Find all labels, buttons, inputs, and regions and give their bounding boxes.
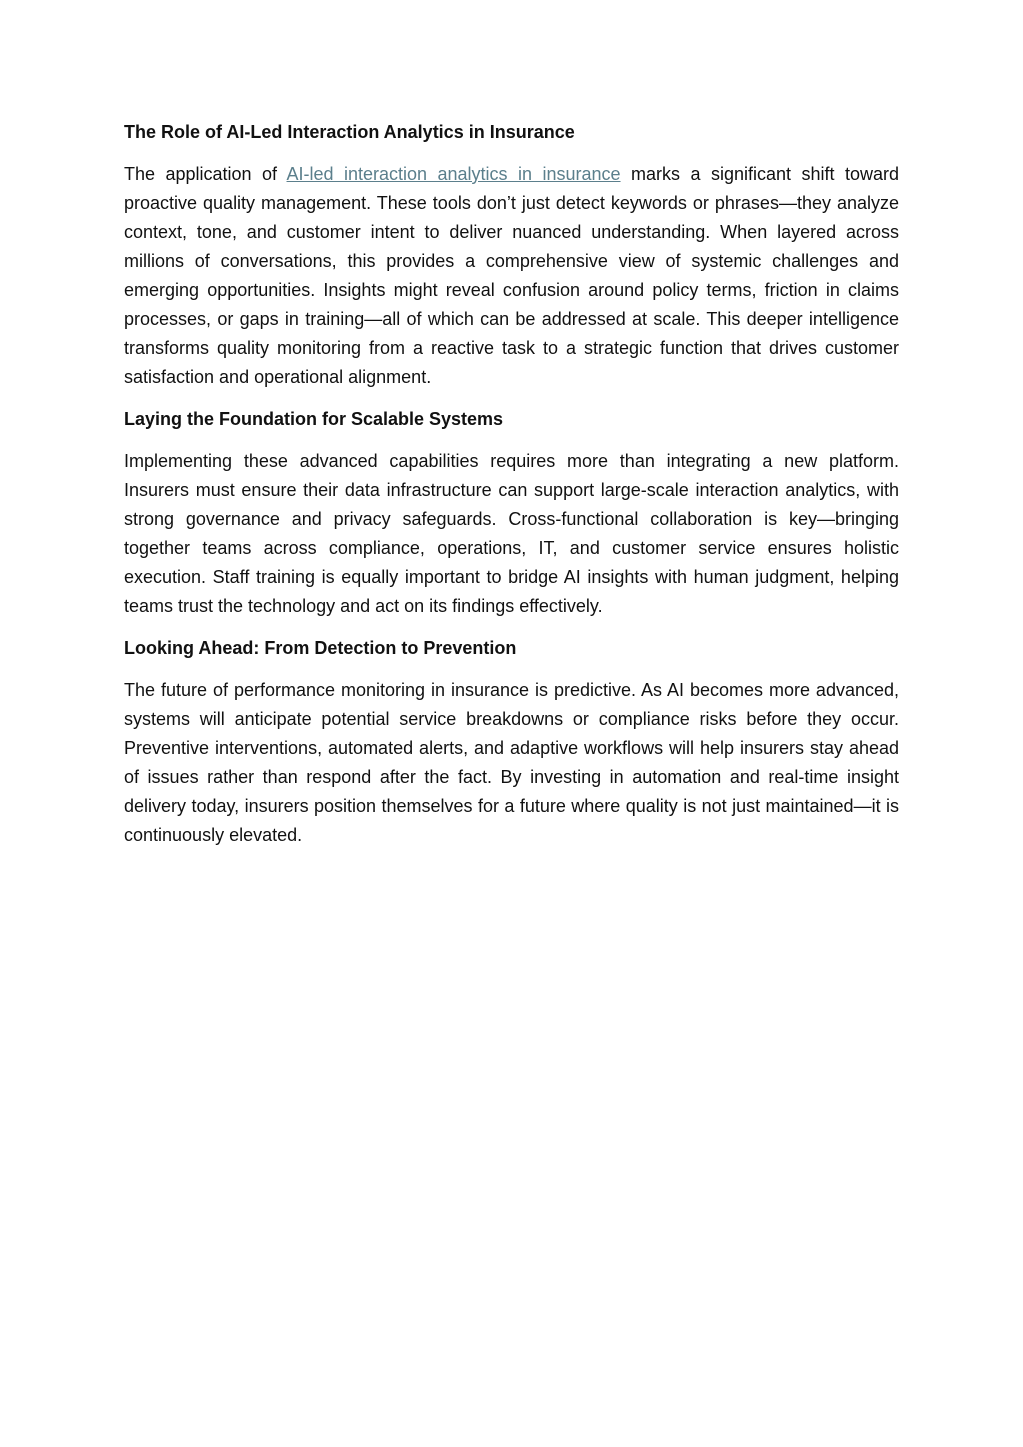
ai-analytics-link[interactable]: AI-led interaction analytics in insurance [286, 164, 621, 184]
section-heading: The Role of AI-Led Interaction Analytics in Insurance [124, 122, 575, 142]
section-foundation [124, 405, 899, 621]
section-heading: Looking Ahead: From Detection to Prevention [124, 638, 517, 658]
paragraph-text-after-link: marks a significant shift toward proactive quality management. These tools don’t just detect keywords or phrases—they analyze context, tone, and customer intent to deliver nuanced understanding. When layered across millions of conversations, this provides a comprehensive view of systemic challenges and emerging opportunities. Insights might reveal confusion around policy terms, friction in claims processes, or gaps in training—all of which can be addressed at scale. This deeper intelligence transforms quality monitoring from a reactive task to a strategic function that drives customer satisfaction and operational alignment. [124, 164, 899, 387]
section-looking-ahead [124, 634, 899, 850]
section-heading: Laying the Foundation for Scalable Systems [124, 409, 504, 429]
paragraph-text-before-link: The application of [124, 164, 287, 184]
section-paragraph: Implementing these advanced capabilities requires more than integrating a new platform. Insurers must ensure their data infrastructure can support large-scale interaction analytics, with strong governance and privacy safeguards. Cross-functional collaboration is key—bringing together teams across compliance, operations, IT, and customer service ensures holistic execution. Staff training is equally important to bridge AI insights with human judgment, helping teams trust the technology and act on its findings effectively. [124, 451, 899, 616]
section-paragraph: The future of performance monitoring in insurance is predictive. As AI becomes more advanced, systems will anticipate potential service breakdowns or compliance risks before they occur. Preventive interventions, automated alerts, and adaptive workflows will help insurers stay ahead of issues rather than respond after the fact. By investing in automation and real-time insight delivery today, insurers position themselves for a future where quality is not just maintained—it is continuously elevated. [124, 680, 899, 845]
section-role-of-ai [124, 118, 899, 392]
document-page [124, 118, 899, 863]
section-paragraph [124, 160, 899, 392]
